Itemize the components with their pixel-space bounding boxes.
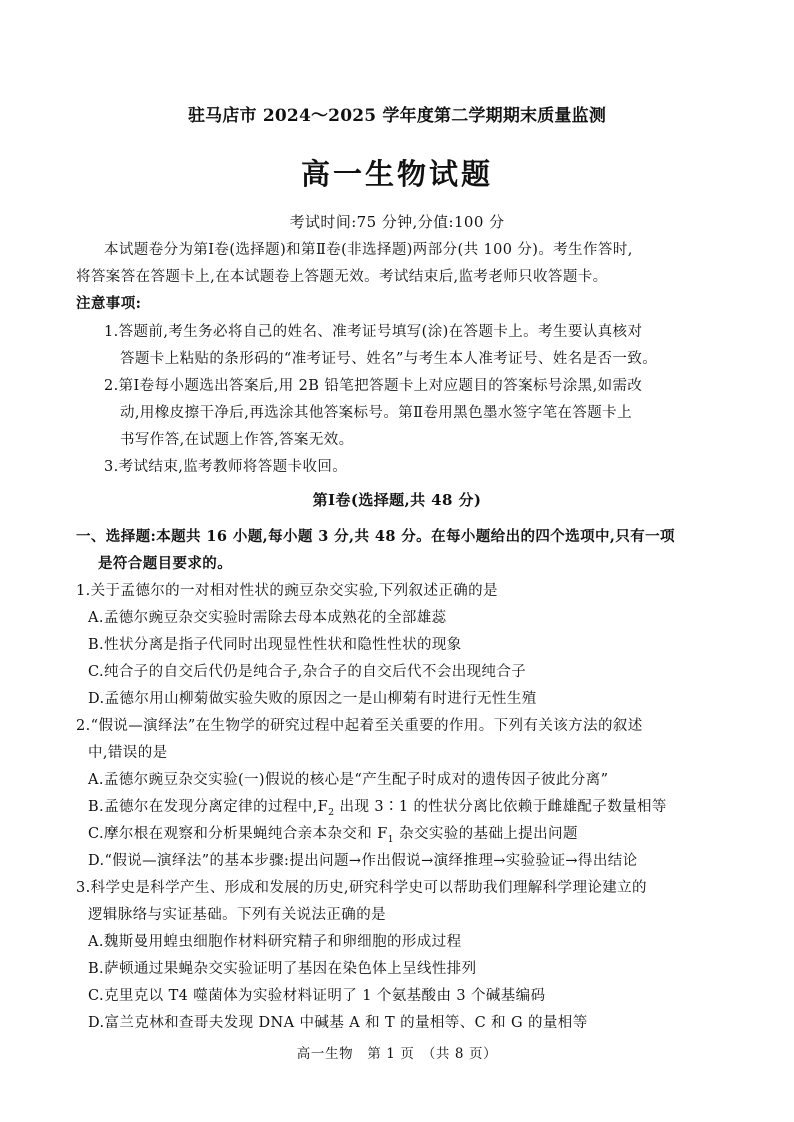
question-2-option-b-text: B.孟德尔在发现分离定律的过程中,F bbox=[88, 799, 329, 815]
question-1-option-b: B.性状分离是指子代同时出现显性性状和隐性性状的现象 bbox=[88, 637, 462, 653]
intro-line-2: 将答案答在答题卡上,在本试题卷上答题无效。考试结束后,监考老师只收答题卡。 bbox=[76, 269, 608, 285]
question-3-stem-line-1: 3.科学史是科学产生、形成和发展的历史,研究科学史可以帮助我们理解科学理论建立的 bbox=[76, 880, 647, 896]
question-2-option-a: A.孟德尔豌豆杂交实验(一)假说的核心是“产生配子时成对的遗传因子彼此分离” bbox=[88, 772, 609, 788]
note-1-line-2: 答题卡上粘贴的条形码的“准考证号、姓名”与考生本人准考证号、姓名是否一致。 bbox=[120, 351, 658, 367]
exam-name: 驻马店市 2024～2025 学年度第二学期期末质量监测 bbox=[187, 106, 607, 126]
question-3-option-a: A.魏斯曼用蝗虫细胞作材料研究精子和卵细胞的形成过程 bbox=[88, 934, 462, 950]
note-3-line-1: 3.考试结束,监考教师将答题卡收回。 bbox=[104, 459, 348, 475]
section-title: 第Ⅰ卷(选择题,共 48 分) bbox=[312, 491, 482, 509]
question-3-option-c: C.克里克以 T4 噬菌体为实验材料证明了 1 个氨基酸由 3 个碱基编码 bbox=[88, 988, 546, 1004]
question-3-stem-line-2: 逻辑脉络与实证基础。下列有关说法正确的是 bbox=[88, 907, 386, 923]
note-2-line-2: 动,用橡皮擦干净后,再选涂其他答案标号。第Ⅱ卷用黑色墨水签字笔在答题卡上 bbox=[120, 405, 632, 421]
question-1-option-d: D.孟德尔用山柳菊做实验失败的原因之一是山柳菊有时进行无性生殖 bbox=[88, 691, 537, 707]
question-2-option-c bbox=[88, 824, 578, 844]
question-1-stem: 1.关于孟德尔的一对相对性状的豌豆杂交实验,下列叙述正确的是 bbox=[76, 583, 498, 599]
question-2-option-c-text-rest: 杂交实验的基础上提出问题 bbox=[394, 826, 578, 842]
notes-heading: 注意事项: bbox=[76, 295, 142, 312]
subscript-2: 2 bbox=[328, 806, 335, 818]
question-3-option-d: D.富兰克林和查哥夫发现 DNA 中碱基 A 和 T 的量相等、C 和 G 的量相等 bbox=[88, 1015, 588, 1031]
page-title: 高一生物试题 bbox=[300, 157, 493, 191]
page-footer: 高一生物 第 1 页 （共 8 页） bbox=[296, 1046, 498, 1062]
question-2-option-c-text: C.摩尔根在观察和分析果蝇纯合亲本杂交和 F bbox=[88, 826, 388, 842]
question-1-option-c: C.纯合子的自交后代仍是纯合子,杂合子的自交后代不会出现纯合子 bbox=[88, 664, 527, 680]
question-2-option-d: D.“假说—演绎法”的基本步骤:提出问题→作出假说→演绎推理→实验验证→得出结论 bbox=[88, 853, 638, 869]
question-1-option-a: A.孟德尔豌豆杂交实验时需除去母本成熟花的全部雄蕊 bbox=[88, 610, 447, 626]
subscript-1: 1 bbox=[387, 833, 395, 845]
question-2-option-b bbox=[88, 797, 667, 817]
note-2-line-3: 书写作答,在试题上作答,答案无效。 bbox=[120, 432, 354, 448]
question-2-stem-line-1: 2.“假说—演绎法”在生物学的研究过程中起着至关重要的作用。下列有关该方法的叙述 bbox=[76, 718, 643, 734]
question-2-stem-line-2: 中,错误的是 bbox=[88, 745, 168, 761]
note-1-line-1: 1.答题前,考生务必将自己的姓名、准考证号填写(涂)在答题卡上。考生要认真核对 bbox=[104, 324, 643, 340]
exam-time-score: 考试时间:75 分钟,分值:100 分 bbox=[289, 213, 505, 231]
section-instruction-line-2: 是符合题目要求的。 bbox=[98, 555, 233, 572]
note-2-line-1: 2.第Ⅰ卷每小题选出答案后,用 2B 铅笔把答题卡上对应题目的答案标号涂黑,如需改 bbox=[104, 378, 643, 394]
question-2-option-b-text-rest: 出现 3∶1 的性状分离比依赖于雌雄配子数量相等 bbox=[334, 799, 667, 815]
question-3-option-b: B.萨顿通过果蝇杂交实验证明了基因在染色体上呈线性排列 bbox=[88, 961, 477, 977]
section-instruction-line-1: 一、选择题:本题共 16 小题,每小题 3 分,共 48 分。在每小题给出的四个选项中,只有一项 bbox=[76, 528, 675, 545]
intro-line-1: 本试题卷分为第Ⅰ卷(选择题)和第Ⅱ卷(非选择题)两部分(共 100 分)。考生作答时, bbox=[104, 242, 633, 258]
